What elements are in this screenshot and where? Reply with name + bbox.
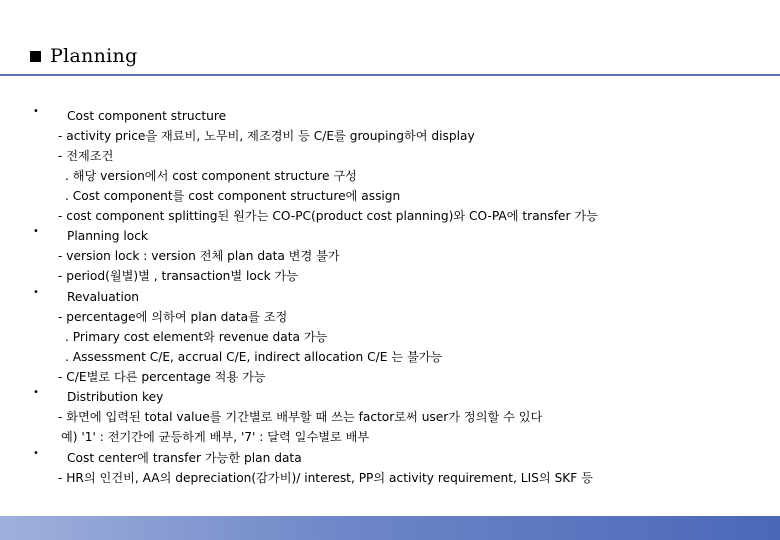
detail-line: . Primary cost element와 revenue data 가능	[65, 330, 328, 344]
sub-line: - cost component splitting된 원가는 CO-PC(product cost planning)와 CO-PA에 transfer 가능	[58, 209, 598, 223]
bullet-line: Planning lock	[67, 229, 148, 243]
sub-line: - activity price을 재료비, 노무비, 제조경비 등 C/E를 grouping하여 display	[58, 129, 475, 143]
bullet-dot-icon: •	[33, 106, 39, 117]
sub-line: - version lock : version 전체 plan data 변경 불가	[58, 249, 340, 263]
sub-line: - C/E별로 다른 percentage 적용 가능	[58, 370, 266, 384]
slide-title-row	[30, 44, 138, 68]
detail-line: . Cost component를 cost component structure에 assign	[65, 189, 401, 203]
bullet-dot-icon: •	[33, 387, 39, 398]
bullet-line: Cost center에 transfer 가능한 plan data	[67, 451, 302, 465]
example-line: 예) '1' : 전기간에 균등하게 배부, '7' : 달력 일수별로 배부	[61, 430, 370, 444]
bullet-line: Cost component structure	[67, 109, 227, 123]
footer-bar	[0, 516, 780, 540]
sub-line: - 화면에 입력된 total value를 기간별로 배부할 때 쓰는 factor로써 user가 정의할 수 있다	[58, 410, 543, 424]
detail-line: . Assessment C/E, accrual C/E, indirect allocation C/E 는 불가능	[65, 350, 443, 364]
bullet-dot-icon: •	[33, 287, 39, 298]
bullet-line: Distribution key	[67, 390, 164, 404]
title-divider	[0, 74, 780, 76]
bullet-dot-icon: •	[33, 226, 39, 237]
sub-line: - period(월별)별 , transaction별 lock 가능	[58, 269, 299, 283]
bullet-dot-icon: •	[33, 448, 39, 459]
sub-line: - 전제조건	[58, 149, 114, 163]
bullet-line: Revaluation	[67, 290, 140, 304]
sub-line: - HR의 인건비, AA의 depreciation(감가비)/ interest, PP의 activity requirement, LIS의 SKF 등	[58, 471, 593, 485]
detail-line: . 해당 version에서 cost component structure 구성	[65, 169, 357, 183]
square-bullet-icon	[30, 51, 41, 62]
sub-line: - percentage에 의하여 plan data를 조정	[58, 310, 288, 324]
slide-title: Planning	[50, 45, 138, 67]
